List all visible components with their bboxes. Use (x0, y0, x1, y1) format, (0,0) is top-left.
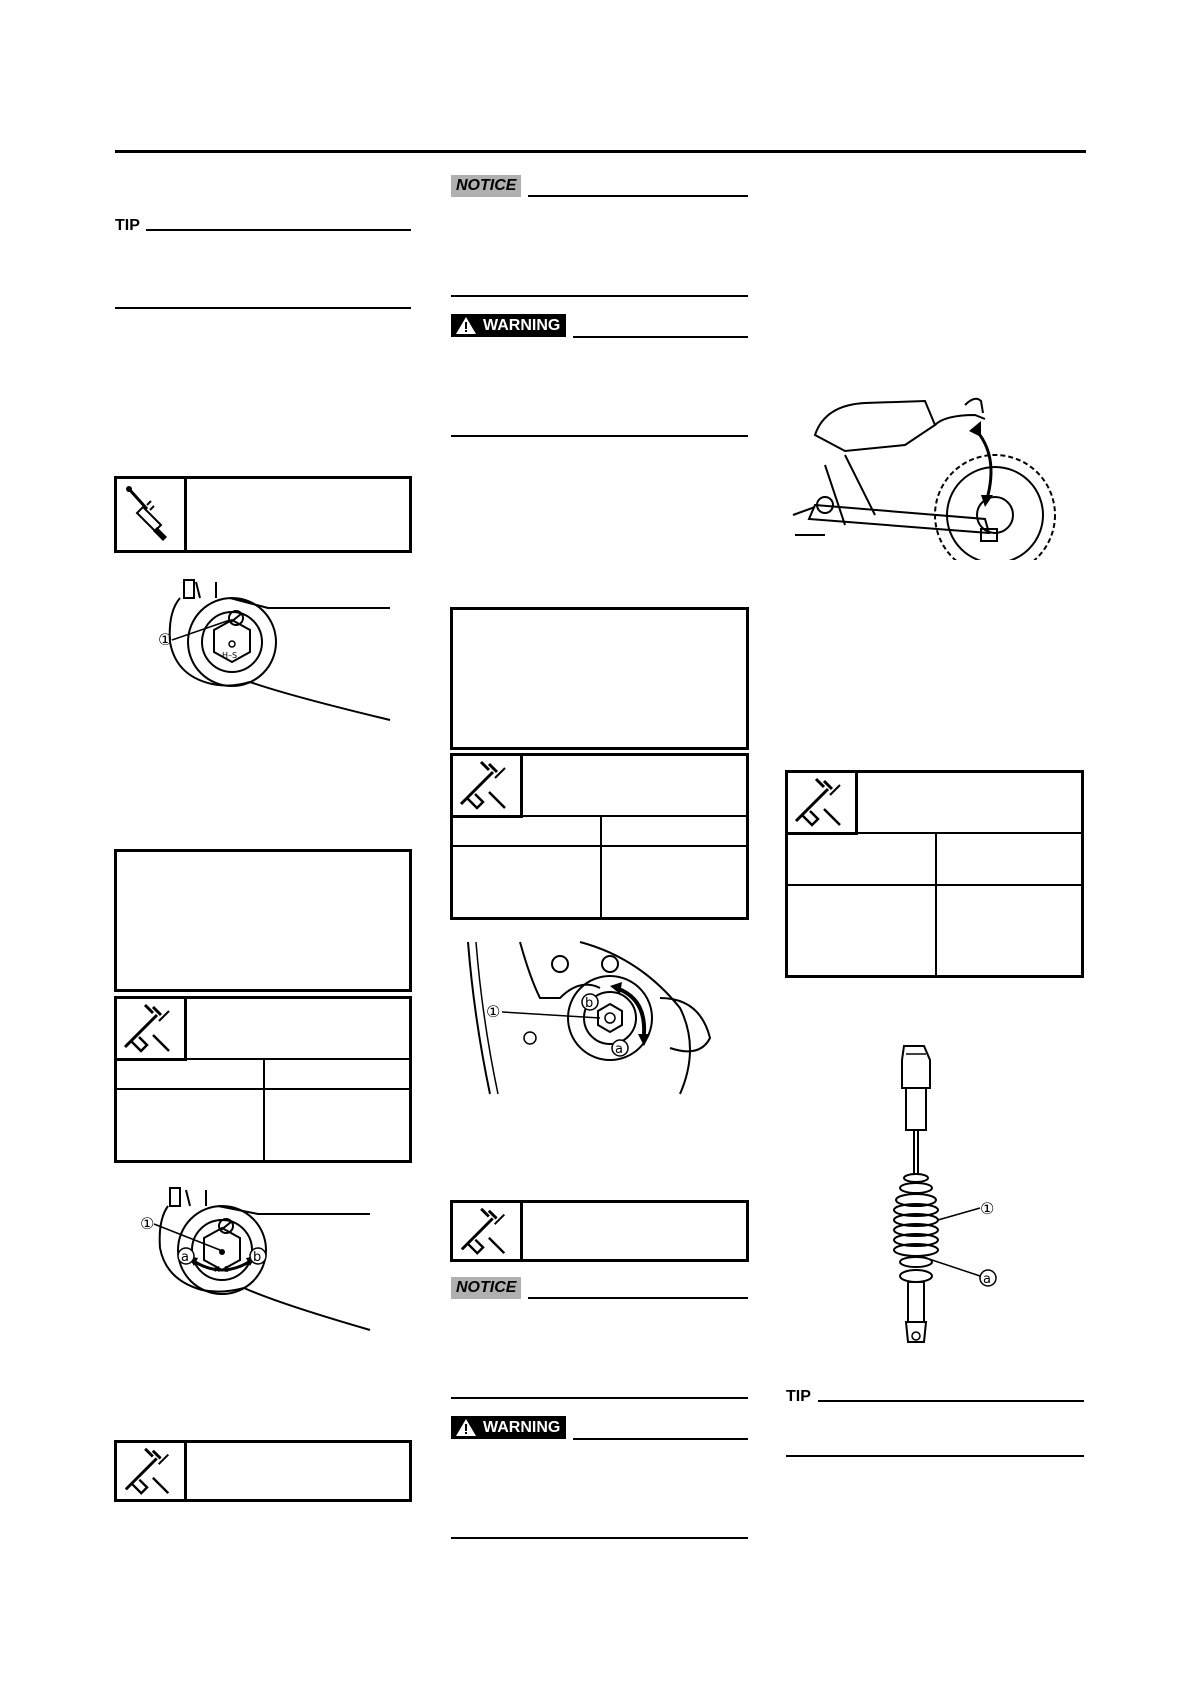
label-a-fig2: a (181, 1250, 189, 1265)
spec-table-col1-col-rule (263, 1058, 265, 1160)
spec-table-col2-col-rule (600, 815, 602, 917)
caliper-icon-2 (117, 1443, 181, 1499)
tip-rule-col1 (146, 229, 411, 231)
tip-end-rule-col1 (115, 307, 411, 309)
spec-table-col3-col-rule (935, 832, 937, 975)
rear-wheel-swingarm-figure (785, 395, 1085, 560)
notice-label-1: NOTICE (451, 175, 521, 197)
tip-label-col1: TIP (115, 217, 140, 234)
shock-adjuster-figure (460, 938, 740, 1098)
caliper-icon-4 (453, 1203, 517, 1259)
caliper-icon-cell (117, 999, 187, 1061)
screwdriver-icon (117, 479, 181, 549)
part-1-label: ① (158, 630, 173, 649)
adjuster-figure-2 (140, 1180, 400, 1340)
notice-label-2: NOTICE (451, 1277, 521, 1299)
spec-table-col1 (114, 996, 412, 1163)
note-box-col2 (450, 607, 749, 750)
warning-label-2 (451, 1416, 566, 1439)
screwdriver-icon-cell (117, 479, 187, 550)
warning-rule-2 (573, 1438, 748, 1440)
notice-end-rule-2 (451, 1397, 748, 1399)
warning-rule-1 (573, 336, 748, 338)
label-b-fig3: b (585, 996, 594, 1011)
caliper-icon-cell-5 (788, 773, 858, 835)
tip-label-col3: TIP (786, 1388, 811, 1405)
caliper-icon-cell-4 (453, 1203, 523, 1259)
warning-triangle-icon (455, 316, 477, 335)
caliper-icon-cell-3 (453, 756, 523, 818)
caliper-icon-5 (788, 773, 852, 831)
adjuster-figure-1 (140, 572, 400, 732)
caliper-icon (117, 999, 181, 1057)
hs-label: H–S (222, 651, 238, 660)
notice-end-rule-1 (451, 295, 748, 297)
tip-rule-col3 (818, 1400, 1084, 1402)
label-a-fig5: a (983, 1272, 991, 1287)
hs-label-fig2: H–S (214, 1265, 230, 1274)
warning-end-rule-1 (451, 435, 748, 437)
shock-spring-figure (880, 1040, 1040, 1360)
notice-rule-2 (528, 1297, 748, 1299)
part-1-label-fig3: ① (486, 1002, 501, 1021)
warning-triangle-icon-2 (455, 1418, 477, 1437)
warning-text-2: WARNING (483, 1418, 561, 1436)
warning-label-1 (451, 314, 566, 337)
spec-table-col3 (785, 770, 1084, 978)
note-box-col1 (114, 849, 412, 992)
warning-text-1: WARNING (483, 316, 561, 334)
warning-end-rule-2 (451, 1537, 748, 1539)
spec-table-col2 (450, 753, 749, 920)
part-1-label-fig5: ① (980, 1199, 995, 1218)
page-header-rule (115, 150, 1086, 153)
part-1-label-fig2: ① (140, 1214, 155, 1233)
notice-rule-1 (528, 195, 748, 197)
label-a-fig3: a (615, 1042, 623, 1057)
caliper-icon-cell-2 (117, 1443, 187, 1499)
spec-box-col2 (450, 1200, 749, 1262)
label-b-fig2: b (253, 1250, 262, 1265)
spec-box-col1-bottom (114, 1440, 412, 1502)
tip-end-rule-col3 (786, 1455, 1084, 1457)
caliper-icon-3 (453, 756, 517, 814)
tool-box-screwdriver (114, 476, 412, 553)
